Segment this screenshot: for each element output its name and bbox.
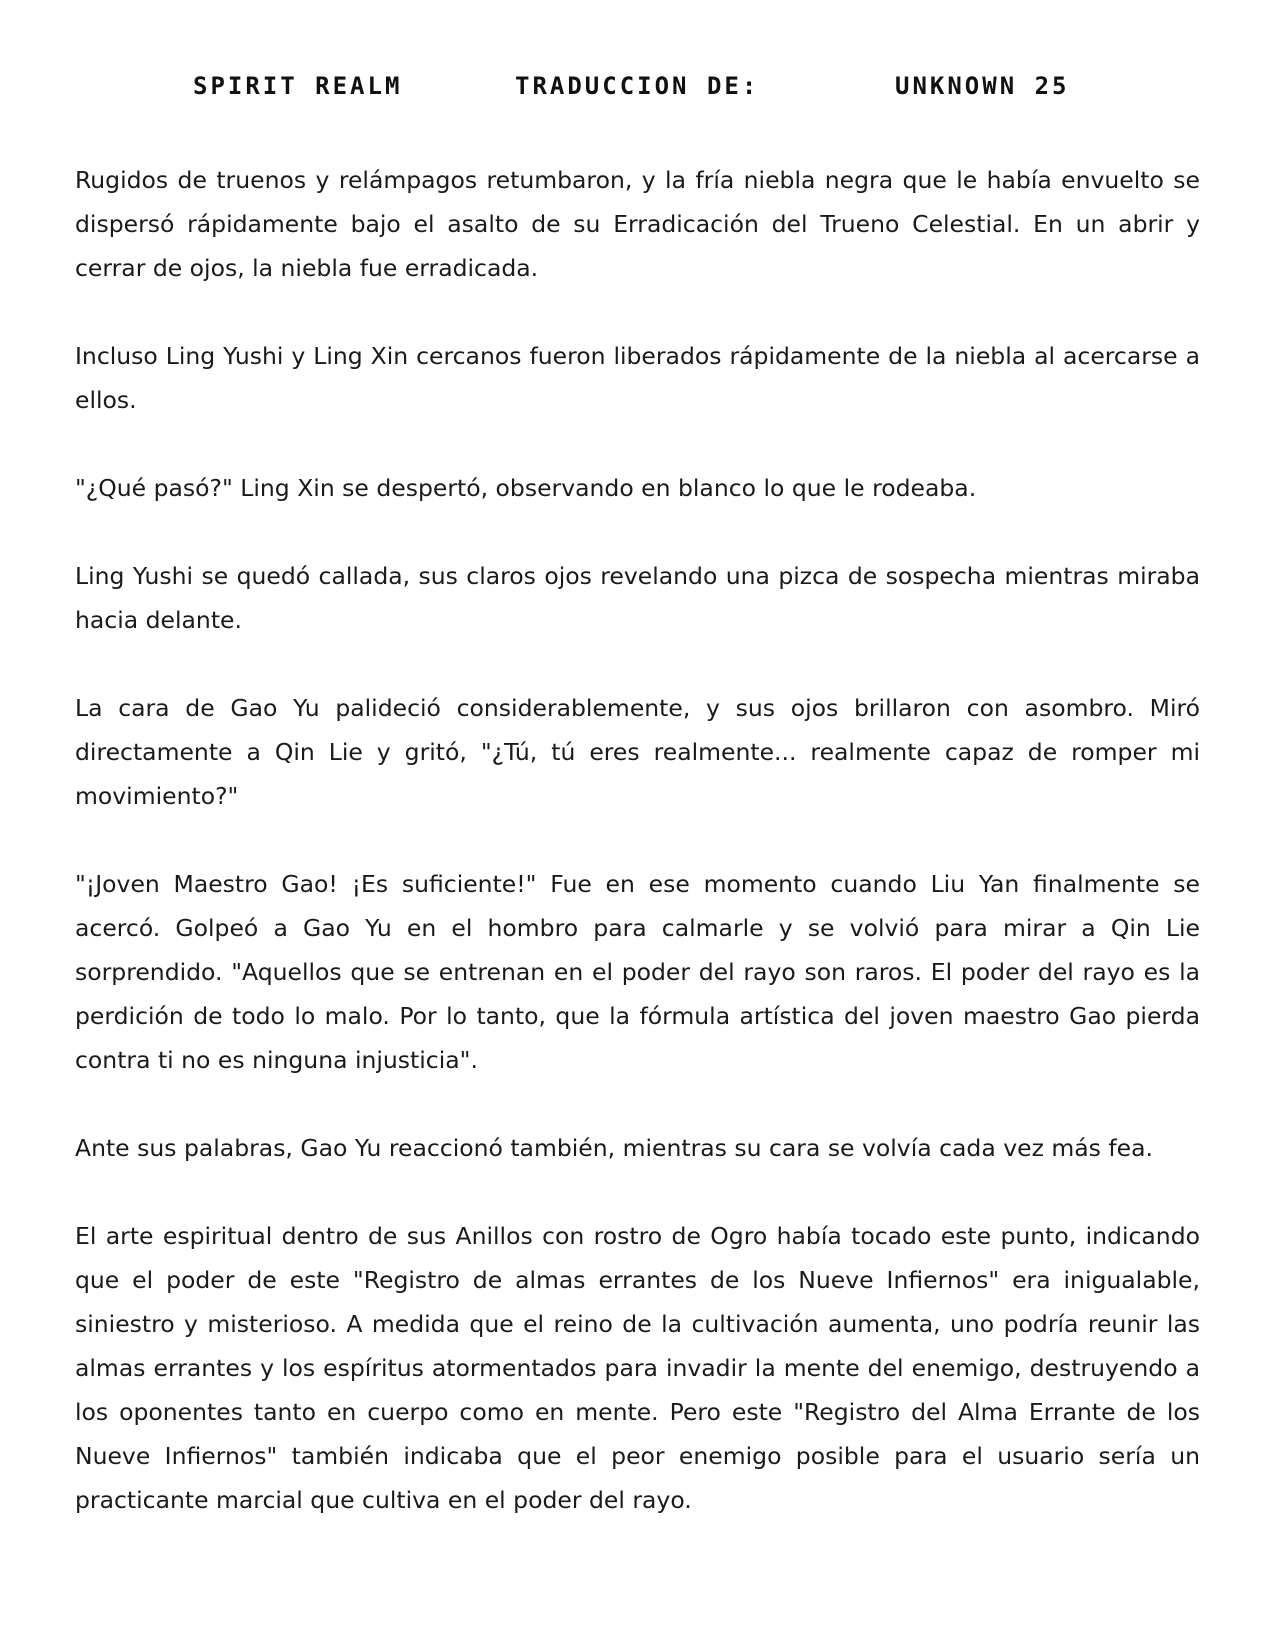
- paragraph: Ante sus palabras, Gao Yu reaccionó también, mientras su cara se volvía cada vez más fea.: [75, 1134, 1153, 1162]
- paragraph: Ling Yushi se quedó callada, sus claros ojos revelando una pizca de sospecha mientras miraba hacia delante.: [75, 562, 1200, 634]
- paragraph: Incluso Ling Yushi y Ling Xin cercanos fueron liberados rápidamente de la niebla al acercarse a ellos.: [75, 342, 1200, 414]
- paragraph: "¡Joven Maestro Gao! ¡Es suficiente!" Fue en ese momento cuando Liu Yan finalmente se acercó. Golpeó a Gao Yu en el hombro para calmarle y se volvió para mirar a Qin Lie sorprendido. "Aquellos que se entrenan en el poder del rayo son raros. El poder del rayo es la perdición de todo lo malo. Por lo tanto, que la fórmula artística del joven maestro Gao pierda contra ti no es ninguna injusticia".: [75, 870, 1200, 1074]
- header-translator-name: UNKNOWN 25: [895, 72, 1070, 100]
- page-body: [75, 158, 1200, 1566]
- page-header: [0, 72, 1275, 112]
- header-translation-label: TRADUCCION DE:: [515, 72, 760, 100]
- header-series-title: SPIRIT REALM: [193, 72, 403, 100]
- paragraph: El arte espiritual dentro de sus Anillos con rostro de Ogro había tocado este punto, indicando que el poder de este "Registro de almas errantes de los Nueve Infiernos" era inigualable, siniestro y misterioso. A medida que el reino de la cultivación aumenta, uno podría reunir las almas errantes y los espíritus atormentados para invadir la mente del enemigo, destruyendo a los oponentes tanto en cuerpo como en mente. Pero este "Registro del Alma Errante de los Nueve Infiernos" también indicaba que el peor enemigo posible para el usuario sería un practicante marcial que cultiva en el poder del rayo.: [75, 1222, 1200, 1514]
- paragraph: Rugidos de truenos y relámpagos retumbaron, y la fría niebla negra que le había envuelto se dispersó rápidamente bajo el asalto de su Erradicación del Trueno Celestial. En un abrir y cerrar de ojos, la niebla fue erradicada.: [75, 166, 1200, 282]
- paragraph: La cara de Gao Yu palideció considerablemente, y sus ojos brillaron con asombro. Miró directamente a Qin Lie y gritó, "¿Tú, tú eres realmente... realmente capaz de romper mi movimiento?": [75, 694, 1200, 810]
- paragraph: "¿Qué pasó?" Ling Xin se despertó, observando en blanco lo que le rodeaba.: [75, 474, 977, 502]
